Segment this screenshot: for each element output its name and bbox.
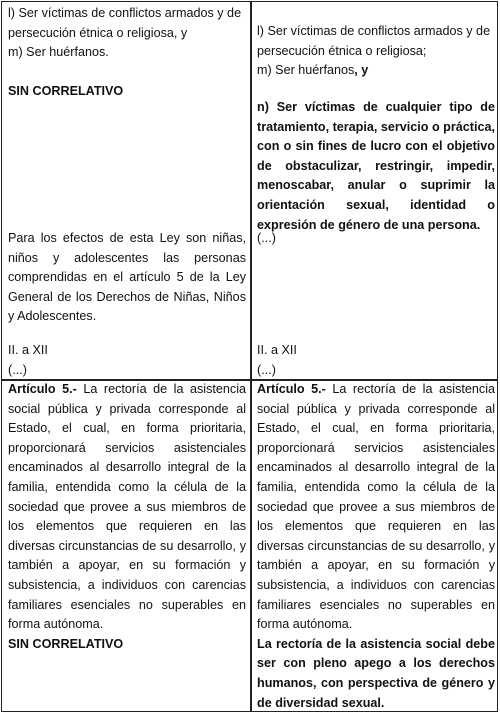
article-body: La rectoría de la asistencia social pública y privada corresponde al Estado, el cual, en forma prioritaria, proporcionará servicios asistenciales encaminados al desarrollo integral de la familia, entendida como la célula de la sociedad que provee a sus miembros de los elementos que requieren en las diversas circunstancias de su desarrollo, y también a apoyar, en su formación y subsistencia, a individuos con carencias familiares esenciales no superables en forma autónoma. (257, 382, 495, 632)
article-5-text (257, 380, 495, 635)
item-m-prefix: m) Ser huérfanos (257, 63, 355, 78)
ellipsis-text: (...) (257, 362, 276, 377)
article-5-text (8, 380, 246, 635)
article-body: La rectoría de la asistencia social pública y privada corresponde al Estado, el cual, en forma prioritaria, proporcionará servicios asistenciales encaminados al desarrollo integral de la familia, entendida como la célula de la sociedad que provee a sus miembros de los elementos que requieren en las diversas circunstancias de su desarrollo, y también a apoyar, en su formación y subsistencia, a individuos con carencias familiares esenciales no superables en forma autónoma. (8, 382, 246, 632)
definition-paragraph: Para los efectos de esta Ley son niñas, niños y adolescentes las personas comprendidas en el artículo 5 de la Ley General de los Derechos de Niñas, Niños y Adolescentes. (8, 231, 246, 324)
item-l-text: l) Ser víctimas de conflictos armados y de persecución étnica o religiosa; (257, 24, 491, 58)
row1-right-item-n (257, 98, 495, 235)
row1-left-paragraph (8, 229, 246, 327)
row2-left-cell (8, 380, 246, 654)
row1-left-fractions (8, 341, 246, 380)
row1-right-fractions (257, 341, 495, 380)
row1-left-cell (8, 4, 246, 102)
item-l-text: l) Ser víctimas de conflictos armados y de persecución étnica o religiosa, y (8, 6, 242, 40)
row1-right-cell (257, 22, 495, 81)
article-label: Artículo 5.- (257, 382, 326, 396)
ellipsis-text: (...) (257, 231, 276, 245)
fractions-text: II. a XII (8, 343, 48, 357)
item-n-text: n) Ser víctimas de cualquier tipo de tratamiento, terapia, servicio o práctica, con o sin fines de lucro con el objetivo de obstaculizar, restringir, impedir, menoscabar, anular o suprimir la orientación sexual, identidad o expresión de género de una persona. (257, 100, 495, 232)
comparison-table (1, 1, 498, 712)
item-m-text (257, 61, 495, 81)
fractions-text: II. a XII (257, 343, 297, 357)
column-divider (250, 2, 252, 711)
article-label: Artículo 5.- (8, 382, 77, 396)
item-m-text: m) Ser huérfanos. (8, 45, 109, 60)
item-m-bold: , y (354, 63, 369, 78)
row1-right-ellipsis (257, 229, 495, 249)
addition-paragraph: La rectoría de la asistencia social debe ser con pleno apego a los derechos humanos, con perspectiva de género y de diversidad sexual. (257, 636, 495, 710)
row2-right-cell (257, 380, 495, 713)
sin-correlativo-label: SIN CORRELATIVO (8, 636, 124, 651)
ellipsis-text: (...) (8, 362, 27, 377)
sin-correlativo-label: SIN CORRELATIVO (8, 84, 124, 99)
